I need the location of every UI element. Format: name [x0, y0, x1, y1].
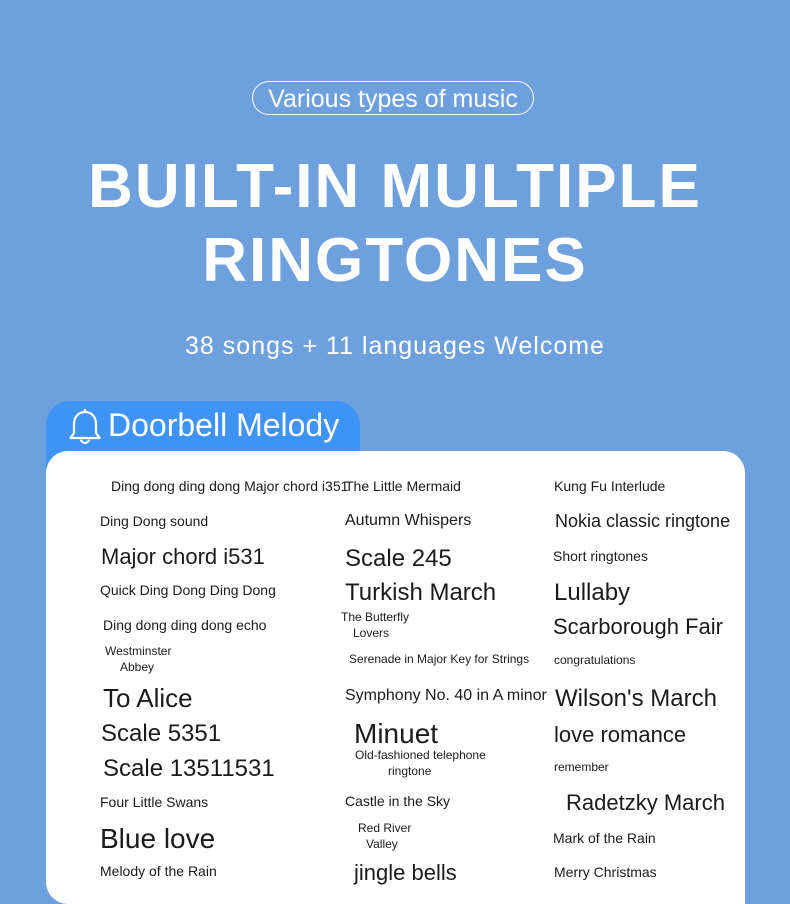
song-item: Scale 13511531: [103, 755, 275, 782]
song-item: Nokia classic ringtone: [555, 511, 731, 531]
song-item: Scale 5351: [101, 720, 222, 747]
song-item: love romance: [554, 722, 687, 747]
song-item: remember: [554, 760, 609, 774]
song-item: To Alice: [103, 683, 193, 713]
song-item: Mark of the Rain: [553, 830, 656, 846]
song-item: Castle in the Sky: [345, 793, 451, 809]
song-item: Melody of the Rain: [100, 863, 217, 879]
song-item: Lovers: [353, 626, 390, 640]
song-item: Red River: [358, 821, 412, 835]
song-item: Blue love: [100, 823, 216, 854]
headline-line-2: RINGTONES: [202, 226, 588, 295]
song-item: Short ringtones: [553, 548, 648, 564]
headline-line-1: BUILT-IN MULTIPLE: [88, 152, 702, 221]
song-item: Merry Christmas: [554, 864, 657, 880]
category-badge: Various types of music: [252, 81, 534, 115]
song-item: Valley: [366, 837, 398, 851]
song-item: Four Little Swans: [100, 794, 209, 810]
song-item: ringtone: [388, 764, 432, 778]
song-item: congratulations: [554, 653, 636, 667]
tab-label: Doorbell Melody: [108, 407, 340, 443]
song-item: Scale 245: [345, 545, 452, 572]
song-item: The Butterfly: [341, 610, 410, 624]
song-item: Quick Ding Dong Ding Dong: [100, 582, 276, 598]
song-item: Radetzky March: [566, 790, 725, 815]
headline: [0, 150, 790, 298]
song-item: Scarborough Fair: [553, 614, 723, 639]
song-item: Major chord i531: [101, 544, 265, 569]
song-item: Turkish March: [345, 579, 497, 606]
ringtone-list-card: [46, 451, 745, 904]
song-item: Autumn Whispers: [345, 512, 472, 529]
song-item: Westminster: [105, 644, 172, 658]
song-item: Serenade in Major Key for Strings: [349, 652, 530, 666]
song-item: Old-fashioned telephone: [355, 748, 486, 762]
song-item: jingle bells: [354, 860, 457, 885]
song-item: Ding Dong sound: [100, 513, 209, 529]
song-item: The Little Mermaid: [345, 478, 461, 494]
song-item: Ding dong ding dong Major chord i351: [111, 478, 349, 494]
song-item: Minuet: [354, 718, 439, 749]
song-item: Wilson's March: [555, 685, 717, 712]
song-item: Ding dong ding dong echo: [103, 617, 267, 633]
song-item: Kung Fu Interlude: [554, 478, 666, 494]
song-item: Symphony No. 40 in A minor: [345, 687, 547, 704]
bell-icon: [68, 409, 102, 447]
subtitle: 38 songs + 11 languages Welcome: [185, 332, 605, 360]
song-item: Lullaby: [554, 579, 631, 606]
song-item: Abbey: [120, 660, 155, 674]
